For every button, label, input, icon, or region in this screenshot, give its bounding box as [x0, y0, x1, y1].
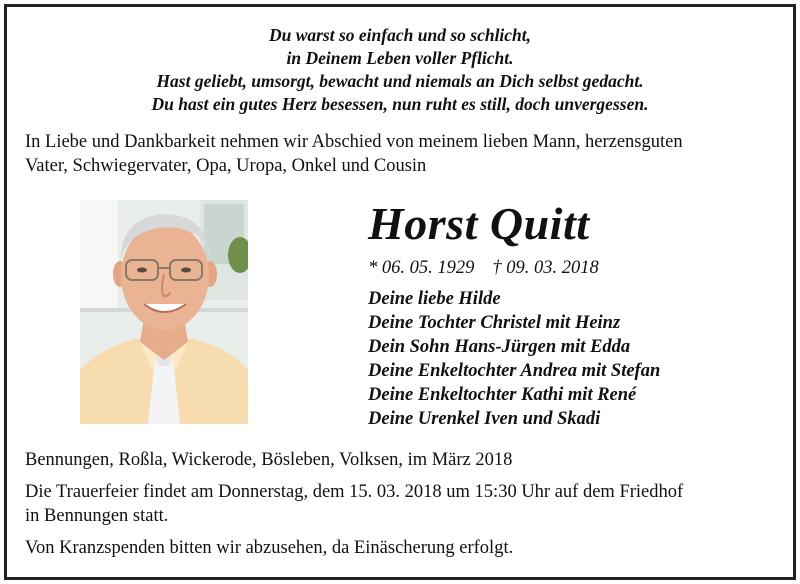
place-and-date: Bennungen, Roßla, Wickerode, Bösleben, Volksen, im März 2018 [25, 450, 513, 470]
intro-line: Vater, Schwiegervater, Opa, Uropa, Onkel und Cousin [25, 156, 427, 176]
mourner-entry: Dein Sohn Hans-Jürgen mit Edda [368, 337, 631, 357]
birth-date: * 06. 05. 1929 [368, 258, 475, 278]
mourner-entry: Deine Urenkel Iven und Skadi [368, 409, 601, 429]
mourners-list [368, 287, 660, 431]
poem-line: in Deinem Leben voller Pflicht. [286, 48, 514, 68]
mourner-entry: Deine Enkeltochter Andrea mit Stefan [368, 361, 661, 381]
mourner-entry: Deine Tochter Christel mit Heinz [368, 313, 621, 333]
mourner-entry: Deine liebe Hilde [368, 289, 501, 309]
mourner-entry: Deine Enkeltochter Kathi mit René [368, 385, 637, 405]
deceased-name: Horst Quitt [368, 198, 590, 249]
funeral-line: Die Trauerfeier findet am Donnerstag, dem 15. 03. 2018 um 15:30 Uhr auf dem Friedhof [25, 482, 684, 502]
intro-line: In Liebe und Dankbarkeit nehmen wir Abschied von meinem lieben Mann, herzensguten [25, 132, 683, 152]
farewell-intro [25, 130, 785, 178]
life-dates [368, 256, 599, 280]
death-date: † 09. 03. 2018 [492, 258, 599, 278]
wreath-note: Von Kranzspenden bitten wir abzusehen, da Einäscherung erfolgt. [25, 538, 514, 558]
funeral-details [25, 480, 785, 528]
memorial-poem [0, 24, 800, 116]
poem-line: Du hast ein gutes Herz besessen, nun ruht es still, doch unvergessen. [151, 94, 649, 114]
portrait-photo [80, 200, 248, 424]
funeral-line: in Bennungen statt. [25, 506, 169, 526]
poem-line: Du warst so einfach und so schlicht, [268, 25, 532, 45]
poem-line: Hast geliebt, umsorgt, bewacht und niemals an Dich selbst gedacht. [156, 71, 644, 91]
